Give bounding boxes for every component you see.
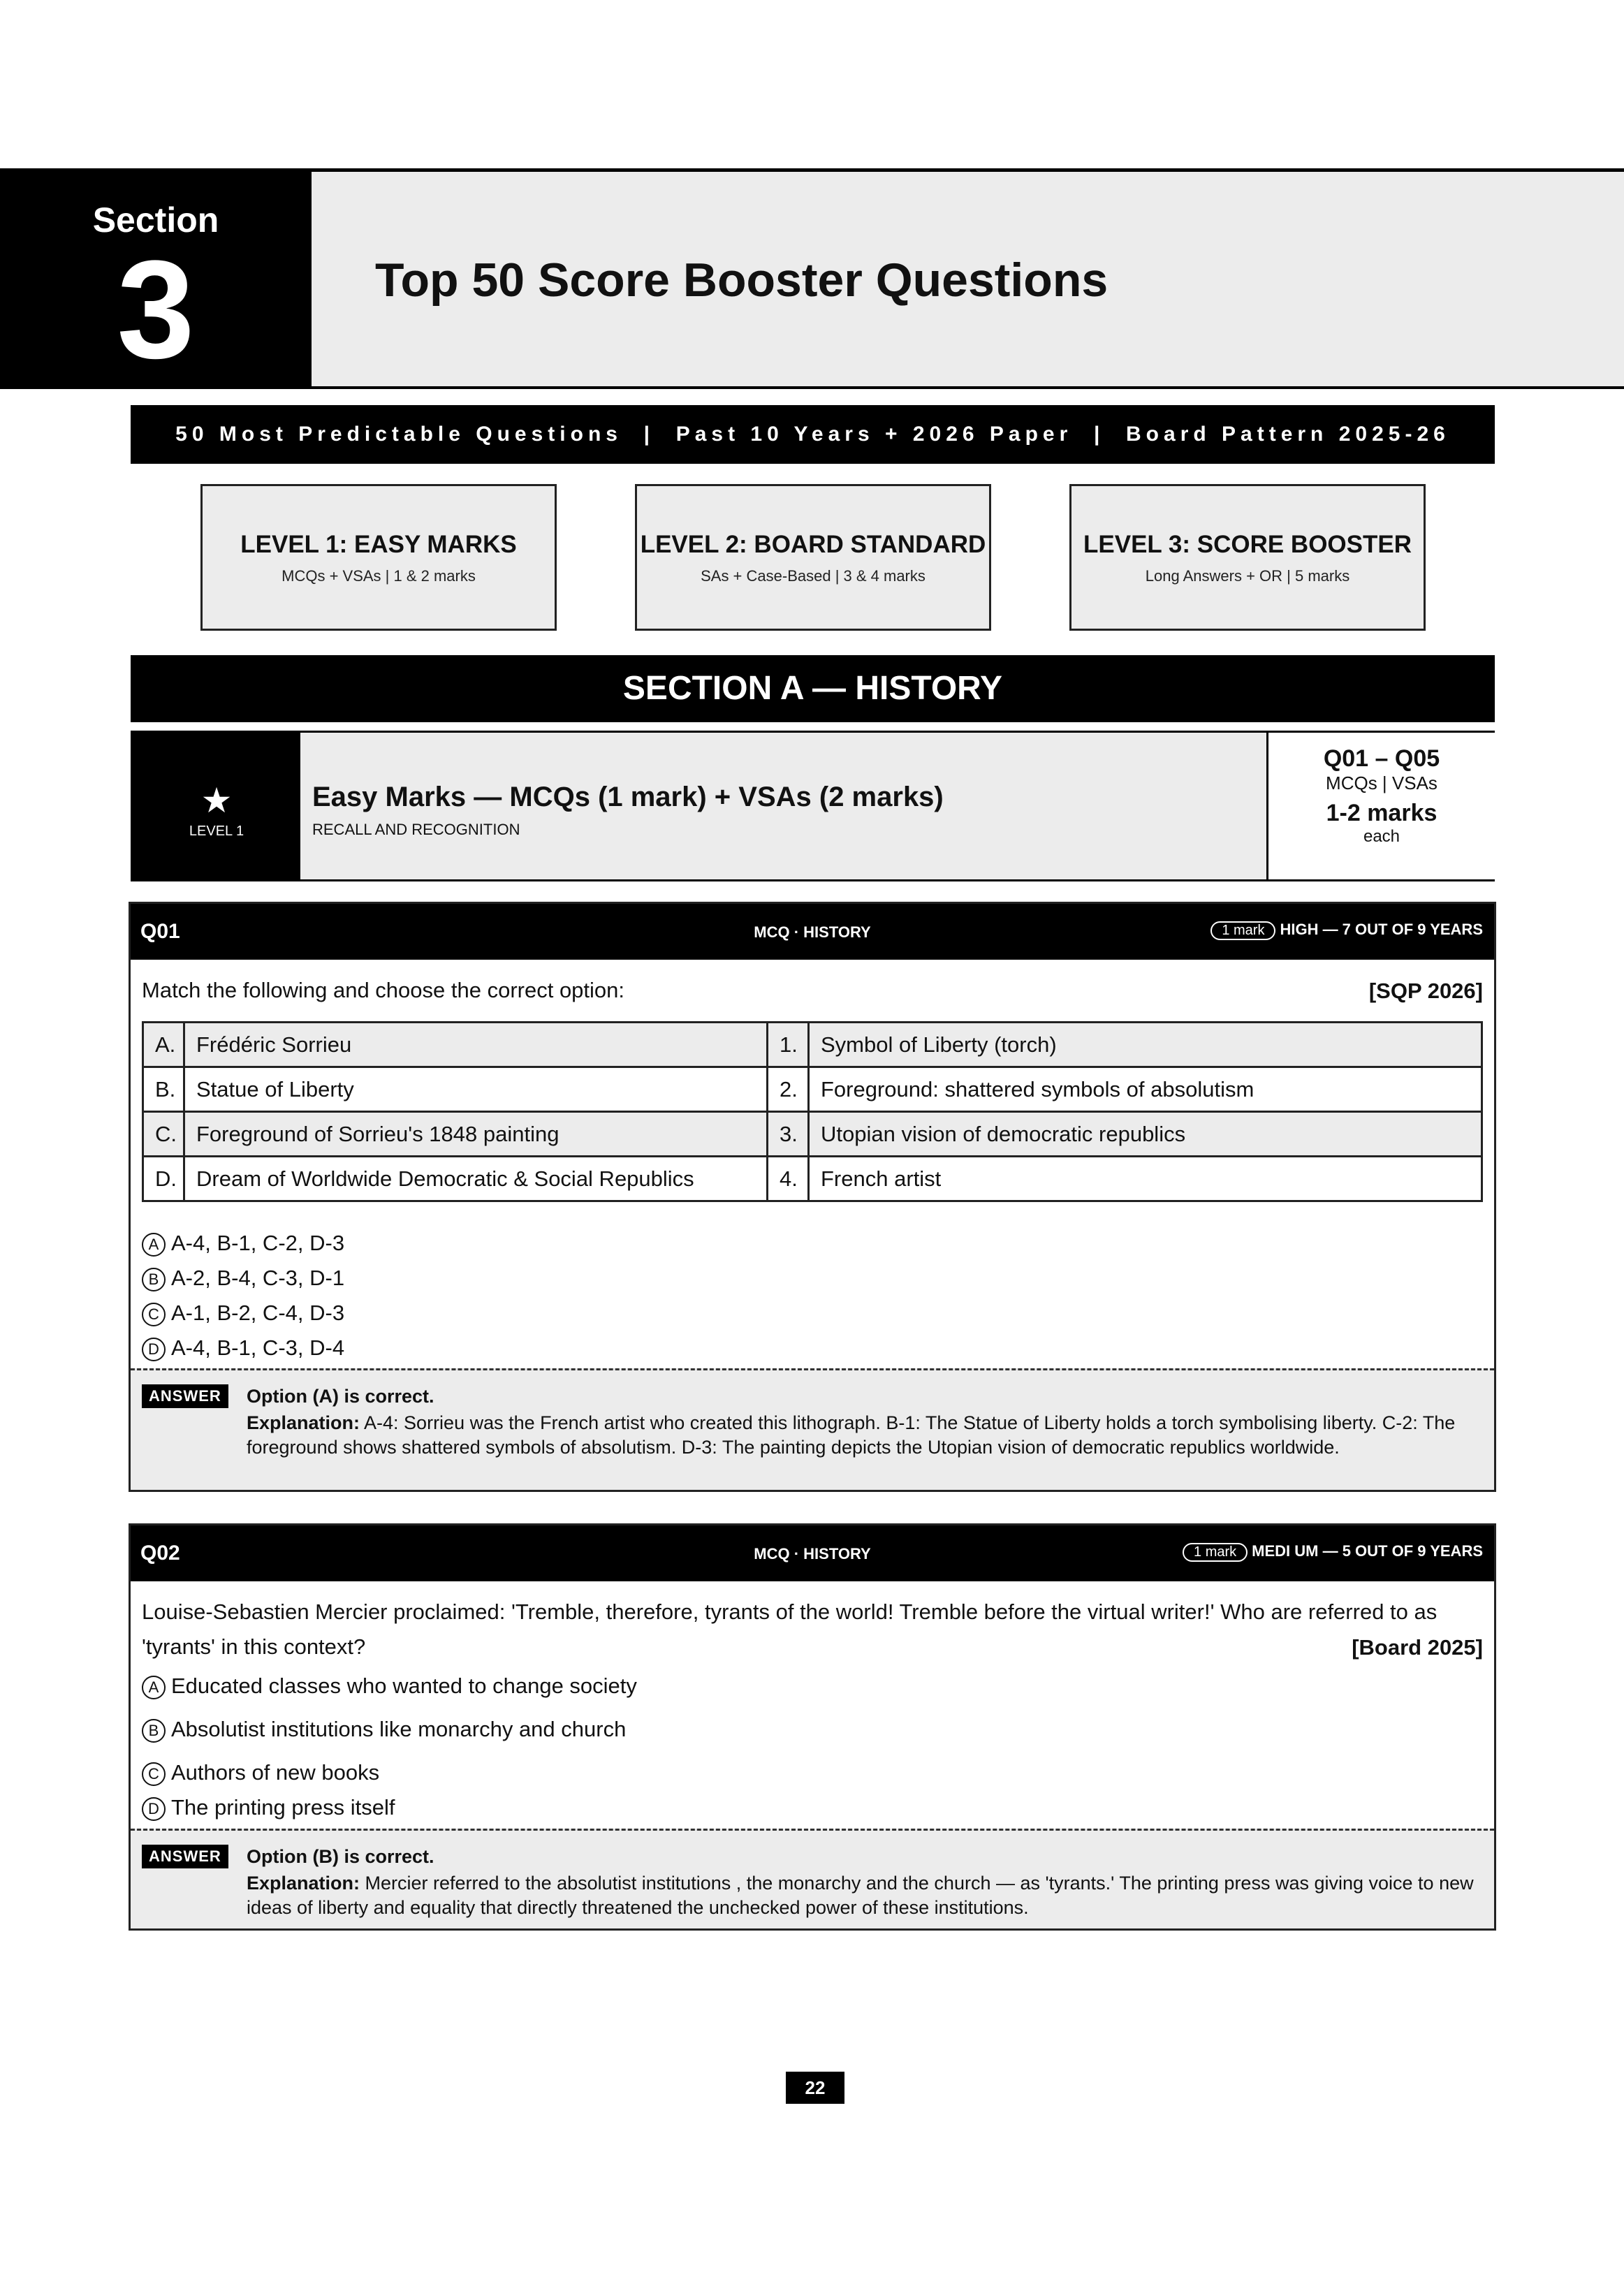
question-type: MCQ · HISTORY: [754, 923, 871, 941]
option-letter: B: [142, 1268, 166, 1291]
level-title: LEVEL 3: SCORE BOOSTER: [1083, 531, 1412, 558]
level-badge: [133, 733, 300, 879]
info-strip: 50 Most Predictable Questions | Past 10 Years + 2026 Paper | Board Pattern 2025-26: [131, 405, 1495, 464]
table-row: [143, 1157, 1482, 1201]
option-text: A-1, B-2, C-4, D-3: [171, 1301, 345, 1325]
option-text: Absolutist institutions like monarchy and church: [171, 1717, 627, 1741]
level-1-box: [200, 484, 557, 631]
star-icon: ★: [200, 781, 233, 820]
option-letter: B: [142, 1719, 166, 1743]
answer-box: [131, 1368, 1494, 1490]
explanation-label: Explanation:: [247, 1412, 360, 1433]
banner-range-box: [1266, 733, 1495, 879]
option-d[interactable]: [142, 1795, 395, 1821]
row-num: 2.: [768, 1067, 809, 1112]
option-letter: A: [142, 1676, 166, 1699]
frequency-label: [1210, 921, 1483, 940]
question-text: Match the following and choose the correct option:: [142, 978, 625, 1002]
row-num: 1.: [768, 1023, 809, 1067]
option-text: A-2, B-4, C-3, D-1: [171, 1266, 345, 1290]
option-letter: D: [142, 1338, 166, 1361]
row-key: C.: [143, 1112, 184, 1157]
table-row: [143, 1067, 1482, 1112]
level-subtitle: Long Answers + OR | 5 marks: [1145, 567, 1350, 585]
option-a[interactable]: [142, 1231, 344, 1257]
row-right: Utopian vision of democratic republics: [809, 1112, 1482, 1157]
answer-tag: ANSWER: [142, 1845, 228, 1868]
mark-badge: 1 mark: [1210, 921, 1275, 940]
option-letter: C: [142, 1303, 166, 1326]
row-key: B.: [143, 1067, 184, 1112]
level-title: LEVEL 1: EASY MARKS: [240, 531, 517, 558]
banner-title: Easy Marks — MCQs (1 mark) + VSAs (2 marks): [312, 782, 944, 812]
section-label: Section: [92, 200, 219, 240]
level-title: LEVEL 2: BOARD STANDARD: [640, 531, 986, 558]
row-right: Symbol of Liberty (torch): [809, 1023, 1482, 1067]
question-types: MCQs | VSAs: [1326, 773, 1438, 793]
row-num: 3.: [768, 1112, 809, 1157]
option-c[interactable]: [142, 1301, 344, 1326]
level-badge-label: LEVEL 1: [189, 823, 244, 839]
question-card-q01: [129, 902, 1496, 1492]
level-subtitle: MCQs + VSAs | 1 & 2 marks: [281, 567, 476, 585]
explanation-text: Mercier referred to the absolutist institutions , the monarchy and the church — as 'tyrants.' The printing press was giving voice to new ideas of liberty and equality that directly threatened the unchecked power of these institutions.: [247, 1873, 1474, 1918]
question-source: [SQP 2026]: [1368, 979, 1483, 1003]
table-row: [143, 1023, 1482, 1067]
frequency-label: [1183, 1542, 1483, 1562]
table-row: [143, 1112, 1482, 1157]
section-heading: SECTION A — HISTORY: [131, 655, 1495, 722]
question-header: [131, 1525, 1494, 1581]
question-text: Louise-Sebastien Mercier proclaimed: 'Tremble, therefore, tyrants of the world! Tremble before the virtual writer!' Who are referred to as 'tyrants' in this context?: [142, 1599, 1438, 1659]
row-right: French artist: [809, 1157, 1482, 1201]
explanation: [247, 1411, 1483, 1460]
answer-tag: ANSWER: [142, 1384, 228, 1408]
row-left: Foreground of Sorrieu's 1848 painting: [184, 1112, 768, 1157]
option-a[interactable]: [142, 1674, 637, 1699]
explanation-label: Explanation:: [247, 1873, 360, 1894]
question-card-q02: [129, 1523, 1496, 1931]
row-num: 4.: [768, 1157, 809, 1201]
question-type: MCQ · HISTORY: [754, 1545, 871, 1562]
level-3-box: [1069, 484, 1426, 631]
section-number-box: [0, 172, 312, 389]
row-left: Statue of Liberty: [184, 1067, 768, 1112]
question-id: Q01: [140, 920, 180, 943]
level-2-box: [635, 484, 991, 631]
row-key: A.: [143, 1023, 184, 1067]
section-number: 3: [117, 232, 195, 388]
option-d[interactable]: [142, 1335, 344, 1361]
option-letter: A: [142, 1233, 166, 1257]
marks-each: each: [1363, 827, 1400, 846]
question-source: [Board 2025]: [1352, 1635, 1483, 1660]
explanation: [247, 1871, 1483, 1920]
question-id: Q02: [140, 1542, 180, 1565]
row-key: D.: [143, 1157, 184, 1201]
mark-badge: 1 mark: [1183, 1543, 1248, 1562]
option-text: A-4, B-1, C-2, D-3: [171, 1231, 345, 1255]
frequency-text: MEDI UM — 5 OUT OF 9 YEARS: [1252, 1542, 1483, 1560]
explanation-text: A-4: Sorrieu was the French artist who created this lithograph. B-1: The Statue of Liberty holds a torch symbolising liberty. C-2: The foreground shows shattered symbols of absolutism. D-3: The painting depicts the Utopian vision of democratic republics worldwide.: [247, 1412, 1456, 1458]
marks-label: 1-2 marks: [1326, 800, 1438, 826]
option-b[interactable]: [142, 1717, 626, 1743]
banner-subtitle: RECALL AND RECOGNITION: [312, 821, 520, 838]
option-text: Authors of new books: [171, 1760, 380, 1785]
answer-box: [131, 1829, 1494, 1928]
answer-text: Option (B) is correct.: [247, 1846, 434, 1867]
frequency-text: HIGH — 7 OUT OF 9 YEARS: [1280, 921, 1483, 938]
page-title: Top 50 Score Booster Questions: [375, 254, 1109, 307]
option-text: The printing press itself: [171, 1795, 395, 1820]
option-letter: C: [142, 1762, 166, 1786]
option-c[interactable]: [142, 1760, 379, 1786]
option-text: A-4, B-1, C-3, D-4: [171, 1335, 345, 1360]
level-subtitle: SAs + Case-Based | 3 & 4 marks: [701, 567, 926, 585]
question-header: [131, 904, 1494, 960]
page-number: 22: [786, 2072, 844, 2104]
row-left: Frédéric Sorrieu: [184, 1023, 768, 1067]
option-text: Educated classes who wanted to change society: [171, 1674, 637, 1698]
option-letter: D: [142, 1797, 166, 1821]
question-range: Q01 – Q05: [1323, 745, 1440, 772]
row-left: Dream of Worldwide Democratic & Social Republics: [184, 1157, 768, 1201]
level-banner: [131, 731, 1495, 881]
option-b[interactable]: [142, 1266, 344, 1291]
row-right: Foreground: shattered symbols of absolutism: [809, 1067, 1482, 1112]
answer-text: Option (A) is correct.: [247, 1386, 434, 1407]
match-table: [142, 1021, 1483, 1202]
